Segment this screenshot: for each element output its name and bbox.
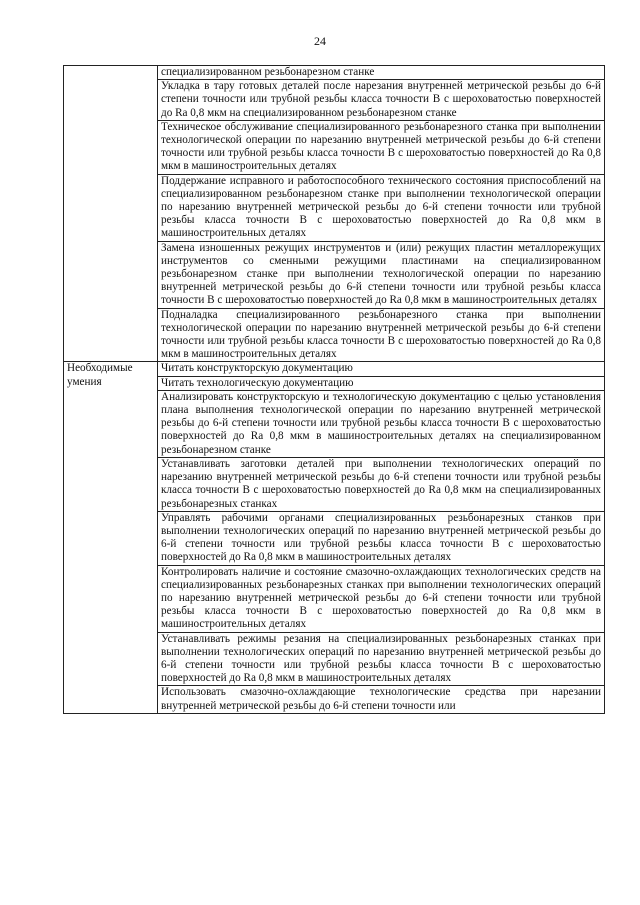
table-cell-item: Контролировать наличие и состояние смазочно-охлаждающих технологических средств на специализированных резьбонарезных станках при выполнении технологических операций по нарезанию внутренней метрической резьбы до 6-й степени точности или трубной резьбы класса точности В с шероховатостью поверхностей до Ra 0,8 мкм в машиностроительных деталях bbox=[158, 565, 605, 632]
table-cell-item: Читать технологическую документацию bbox=[158, 376, 605, 390]
table-cell-item: Укладка в тару готовых деталей после нарезания внутренней метрической резьбы до 6-й степени точности или трубной резьбы класса точности В с шероховатостью поверхностей до Ra 0,8 мкм на специализированном резьбонарезном станке bbox=[158, 80, 605, 121]
table-cell-item: Замена изношенных режущих инструментов и (или) режущих пластин металлорежущих инструментов со сменными режущими пластинами на специализированном резьбонарезном станке при выполнении технологической операции по нарезанию внутренней метрической резьбы до 6-й степени точности или трубной резьбы класса точности В с шероховатостью поверхностей до Ra 0,8 мкм в машиностроительных деталях bbox=[158, 241, 605, 308]
page-number: 24 bbox=[314, 34, 326, 48]
table-row bbox=[64, 66, 605, 80]
table-cell-item: Управлять рабочими органами специализированных резьбонарезных станков при выполнении технологических операций по нарезанию внутренней метрической резьбы до 6-й степени точности или трубной резьбы класса точности В с шероховатостью поверхностей до Ra 0,8 мкм в машиностроительных деталях bbox=[158, 511, 605, 565]
table-cell-item: Устанавливать заготовки деталей при выполнении технологических операций по нарезанию внутренней метрической резьбы до 6-й степени точности или трубной резьбы класса точности В с шероховатостью поверхностей до Ra 0,8 мкм на специализированных резьбонарезных станках bbox=[158, 457, 605, 511]
table-cell-item: специализированном резьбонарезном станке bbox=[158, 66, 605, 80]
section-label-required-skills: Необходимые умения bbox=[64, 362, 158, 713]
table-cell-item: Использовать смазочно-охлаждающие технологические средства при нарезании внутренней метрической резьбы до 6-й степени точности или bbox=[158, 686, 605, 713]
table-cell-item: Читать конструкторскую документацию bbox=[158, 362, 605, 376]
table-row bbox=[64, 362, 605, 376]
table-cell-item: Поддержание исправного и работоспособного технического состояния приспособлений на специализированном резьбонарезном станке при выполнении технологической операции по нарезанию внутренней метрической резьбы до 6-й степени точности или трубной резьбы класса точности В с шероховатостью поверхностей до Ra 0,8 мкм в машиностроительных деталях bbox=[158, 174, 605, 241]
table-cell-item: Подналадка специализированного резьбонарезного станка при выполнении технологической операции по нарезанию внутренней метрической резьбы до 6-й степени точности или трубной резьбы класса точности В с шероховатостью поверхностей до Ra 0,8 мкм в машиностроительных деталях bbox=[158, 308, 605, 362]
table-cell-item: Анализировать конструкторскую и технологическую документацию с целью установления плана выполнения технологической операции по нарезанию внутренней метрической резьбы до 6-й степени точности или трубной резьбы класса точности В с шероховатостью поверхностей до Ra 0,8 мкм в машиностроительных деталях на специализированном резьбонарезном станке bbox=[158, 390, 605, 457]
section-label-labor-actions bbox=[64, 66, 158, 362]
table-cell-item: Техническое обслуживание специализированного резьбонарезного станка при выполнении технологической операции по нарезанию внутренней метрической резьбы до 6-й степени точности или трубной резьбы класса точности В с шероховатостью поверхностей до Ra 0,8 мкм в машиностроительных деталях bbox=[158, 120, 605, 174]
table-cell-item: Устанавливать режимы резания на специализированных резьбонарезных станках при выполнении технологических операций по нарезанию внутренней метрической резьбы до 6-й степени точности или трубной резьбы класса точности В с шероховатостью поверхностей до Ra 0,8 мкм в машиностроительных деталях bbox=[158, 632, 605, 686]
competency-table bbox=[63, 65, 605, 714]
